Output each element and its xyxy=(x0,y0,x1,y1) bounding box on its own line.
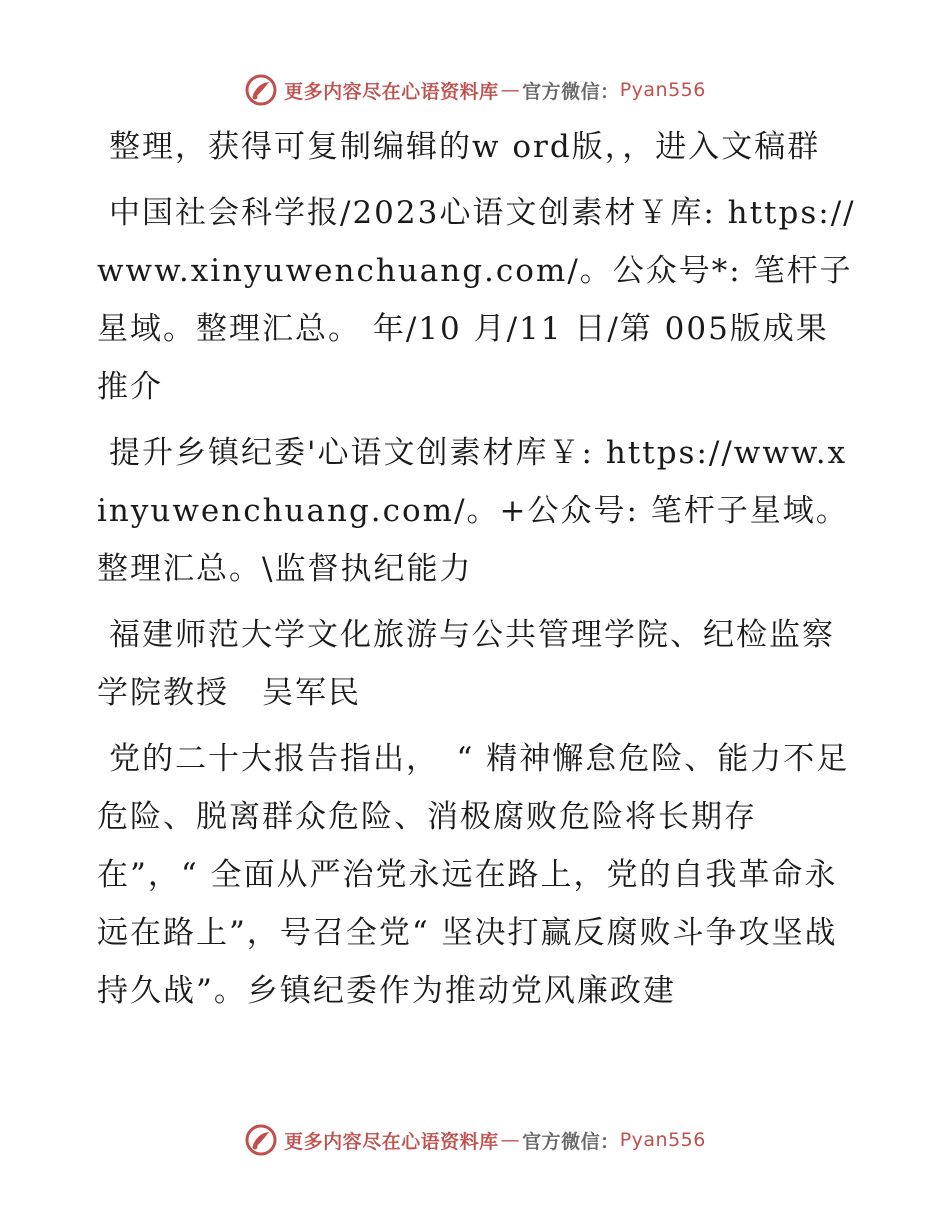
brush-stamp-icon xyxy=(244,73,278,107)
watermark-official-label: 官方微信： xyxy=(522,1130,620,1153)
watermark-wechat-id: Pyan556 xyxy=(619,1129,706,1151)
paragraph-4: 福建师范大学文化旅游与公共管理学院、纪检监察学院教授 吴军民 xyxy=(97,617,835,711)
footer-watermark xyxy=(0,1120,950,1160)
watermark-official-label: 官方微信： xyxy=(522,80,620,103)
watermark-separator: — xyxy=(500,1129,521,1151)
paragraph-3: 提升乡镇纪委'心语文创素材库￥: https://www.xinyuwenchuang.com/。+公众号: 笔杆子星域。整理汇总。\监督执纪能力 xyxy=(97,435,849,587)
header-watermark xyxy=(0,70,950,110)
paragraph-5: 党的二十大报告指出， “ 精神懈怠危险、能力不足危险、脱离群众危险、消极腐败危险将长期存在”，“ 全面从严治党永远在路上，党的自我革命永远在路上”，号召全党“ 坚决打赢反腐败斗争攻坚战持久战”。乡镇纪委作为推动党风廉政建 xyxy=(97,741,850,1009)
watermark-separator: — xyxy=(500,79,521,101)
paragraph-2: 中国社会科学报/2023心语文创素材￥库: https://www.xinyuwenchuang.com/。公众号*: 笔杆子星域。整理汇总。 年/10 月/11 日/第 005版成果推介 xyxy=(97,195,856,405)
watermark-main-text: 更多内容尽在心语资料库 xyxy=(284,1130,499,1153)
document-body xyxy=(97,118,857,1028)
watermark-main-text: 更多内容尽在心语资料库 xyxy=(284,80,499,103)
brush-stamp-icon xyxy=(244,1123,278,1157)
watermark-wechat-id: Pyan556 xyxy=(619,79,706,101)
paragraph-1: 整理，获得可复制编辑的w ord版，，进入文稿群 xyxy=(109,129,821,165)
